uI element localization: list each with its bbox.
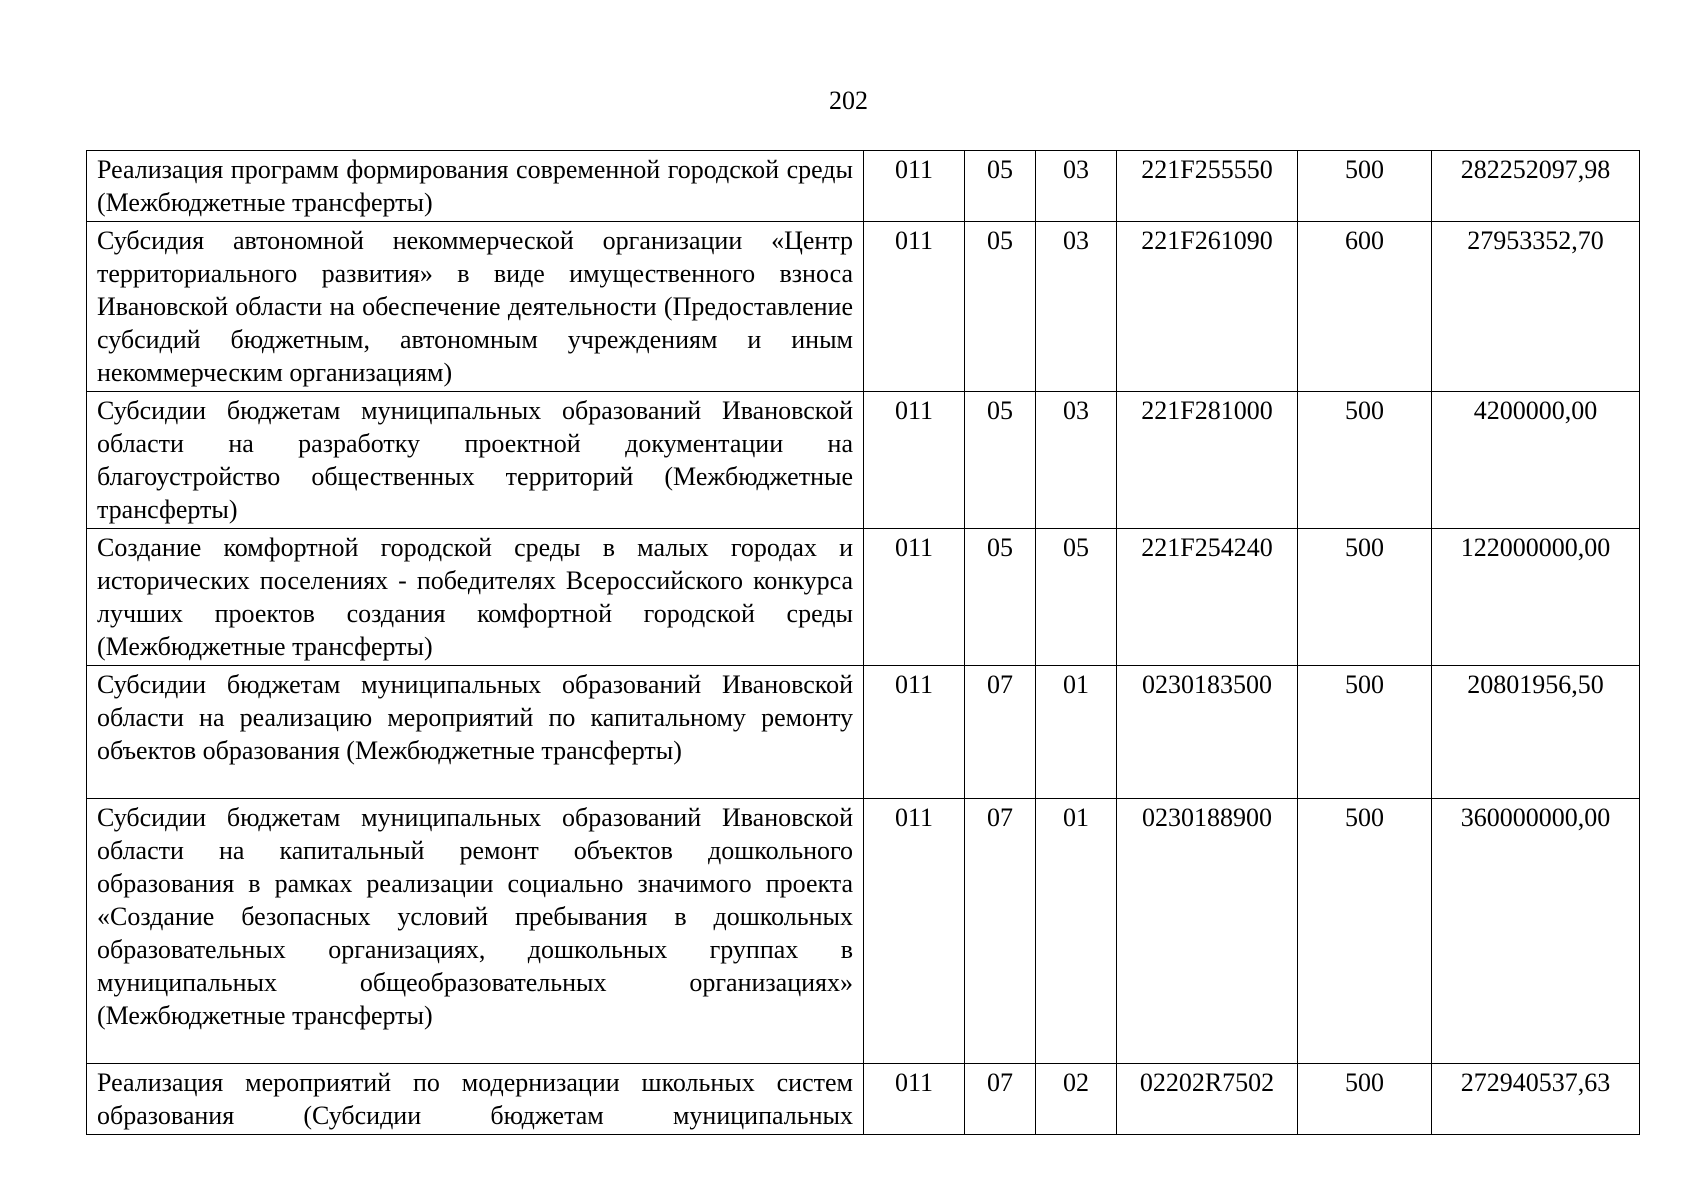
cell-rz: 07	[965, 666, 1036, 799]
cell-rz: 05	[965, 222, 1036, 392]
cell-csr: 0230188900	[1117, 799, 1298, 1064]
cell-gr: 011	[864, 799, 965, 1064]
cell-gr: 011	[864, 151, 965, 222]
cell-vr: 500	[1298, 799, 1432, 1064]
cell-csr: 0230183500	[1117, 666, 1298, 799]
cell-pr: 02	[1036, 1064, 1117, 1135]
row-description: Реализация мероприятий по модернизации школьных систем образования (Субсидии бюджетам муниципальных	[87, 1064, 864, 1135]
cell-csr: 221F254240	[1117, 529, 1298, 666]
cell-amount: 272940537,63	[1432, 1064, 1640, 1135]
table-row	[87, 666, 1640, 799]
cell-rz: 05	[965, 529, 1036, 666]
row-description: Субсидии бюджетам муниципальных образований Ивановской области на капитальный ремонт объектов дошкольного образования в рамках реализации социально значимого проекта «Создание безопасных условий пребывания в дошкольных образовательных организациях, дошкольных группах в муниципальных общеобразовательных организациях» (Межбюджетные трансферты)	[87, 799, 864, 1064]
table-row	[87, 151, 1640, 222]
cell-csr: 221F261090	[1117, 222, 1298, 392]
cell-csr: 221F255550	[1117, 151, 1298, 222]
cell-gr: 011	[864, 529, 965, 666]
cell-amount: 360000000,00	[1432, 799, 1640, 1064]
table-row	[87, 222, 1640, 392]
table-row	[87, 1064, 1640, 1135]
table-row	[87, 392, 1640, 529]
budget-table	[86, 150, 1640, 1135]
cell-gr: 011	[864, 666, 965, 799]
cell-vr: 500	[1298, 1064, 1432, 1135]
cell-vr: 500	[1298, 529, 1432, 666]
cell-gr: 011	[864, 392, 965, 529]
cell-rz: 05	[965, 151, 1036, 222]
cell-pr: 03	[1036, 392, 1117, 529]
row-description: Субсидии бюджетам муниципальных образований Ивановской области на реализацию мероприятий по капитальному ремонту объектов образования (Межбюджетные трансферты)	[87, 666, 864, 799]
cell-vr: 600	[1298, 222, 1432, 392]
cell-rz: 07	[965, 799, 1036, 1064]
cell-gr: 011	[864, 1064, 965, 1135]
row-description: Реализация программ формирования современной городской среды (Межбюджетные трансферты)	[87, 151, 864, 222]
cell-pr: 03	[1036, 222, 1117, 392]
cell-rz: 05	[965, 392, 1036, 529]
cell-gr: 011	[864, 222, 965, 392]
cell-pr: 03	[1036, 151, 1117, 222]
cell-amount: 4200000,00	[1432, 392, 1640, 529]
cell-csr: 221F281000	[1117, 392, 1298, 529]
table-row	[87, 529, 1640, 666]
cell-rz: 07	[965, 1064, 1036, 1135]
cell-amount: 282252097,98	[1432, 151, 1640, 222]
cell-amount: 27953352,70	[1432, 222, 1640, 392]
row-description: Создание комфортной городской среды в малых городах и исторических поселениях - победителях Всероссийского конкурса лучших проектов создания комфортной городской среды (Межбюджетные трансферты)	[87, 529, 864, 666]
cell-pr: 01	[1036, 666, 1117, 799]
cell-csr: 02202R7502	[1117, 1064, 1298, 1135]
page-number: 202	[829, 86, 868, 115]
cell-pr: 05	[1036, 529, 1117, 666]
table-row	[87, 799, 1640, 1064]
cell-amount: 122000000,00	[1432, 529, 1640, 666]
cell-amount: 20801956,50	[1432, 666, 1640, 799]
cell-vr: 500	[1298, 666, 1432, 799]
cell-pr: 01	[1036, 799, 1117, 1064]
cell-vr: 500	[1298, 392, 1432, 529]
cell-vr: 500	[1298, 151, 1432, 222]
row-description: Субсидии бюджетам муниципальных образований Ивановской области на разработку проектной документации на благоустройство общественных территорий (Межбюджетные трансферты)	[87, 392, 864, 529]
row-description: Субсидия автономной некоммерческой организации «Центр территориального развития» в виде имущественного взноса Ивановской области на обеспечение деятельности (Предоставление субсидий бюджетным, автономным учреждениям и иным некоммерческим организациям)	[87, 222, 864, 392]
